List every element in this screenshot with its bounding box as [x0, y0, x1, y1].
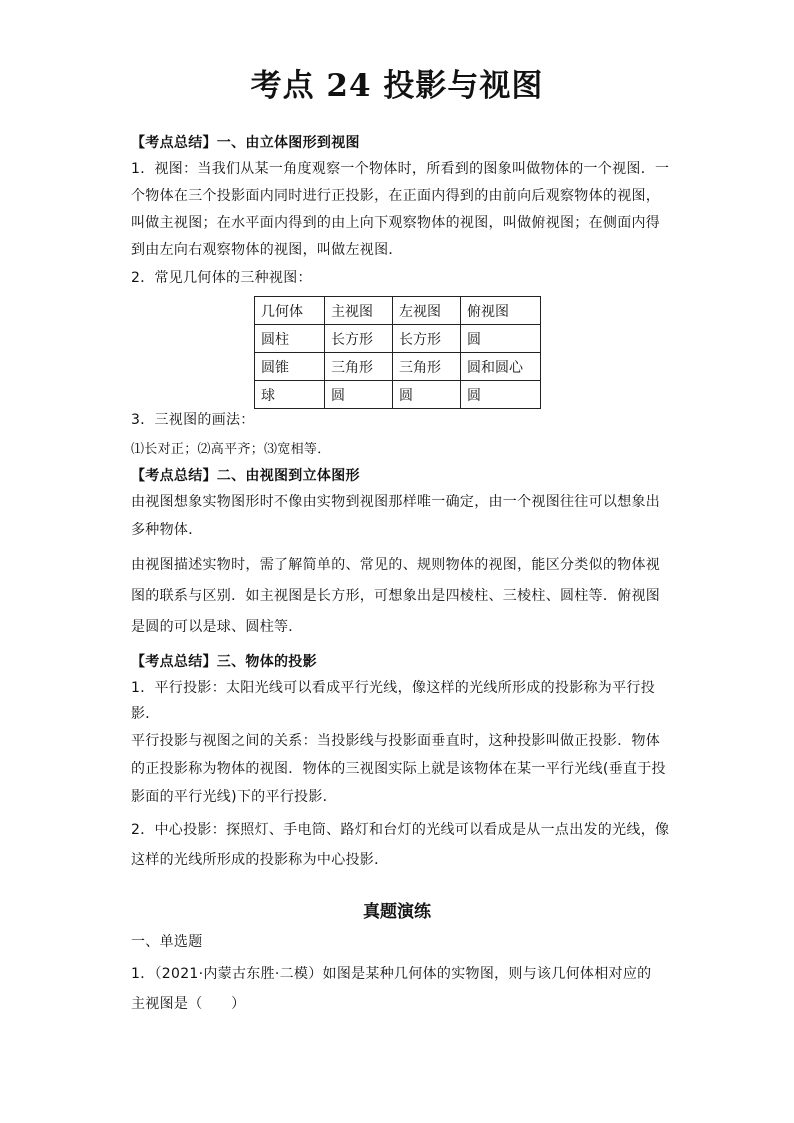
table-cell: 圆	[461, 325, 541, 353]
section3-p2-line: 平行投影与视图之间的关系：当投影线与投影面垂直时，这种投影叫做正投影．物体	[131, 733, 661, 749]
section3-p2-line: 的正投影称为物体的视图．物体的三视图实际上就是该物体在某一平行光线(垂直于投	[131, 761, 666, 777]
section1-p3: 3．三视图的画法：	[131, 412, 255, 428]
table-cell: 圆柱	[255, 325, 325, 353]
table-header-cell: 几何体	[255, 297, 325, 325]
table-header-cell: 俯视图	[461, 297, 541, 325]
section2-p2-line: 由视图描述实物时，需了解简单的、常见的、规则物体的视图，能区分类似的物体视	[131, 557, 661, 573]
section1-p1-line: 1．视图：当我们从某一角度观察一个物体时，所看到的图象叫做物体的一个视图．一	[131, 161, 670, 177]
question-1-line: 主视图是（ ）	[131, 996, 246, 1012]
table-header-row	[255, 297, 541, 325]
page-title: 考点 24 投影与视图	[250, 68, 544, 104]
table-row	[255, 381, 541, 409]
table-cell: 圆	[325, 381, 393, 409]
table-cell: 长方形	[325, 325, 393, 353]
table-row	[255, 353, 541, 381]
section3-p3-line: 2．中心投影：探照灯、手电筒、路灯和台灯的光线可以看成是从一点出发的光线，像	[131, 822, 670, 838]
table-cell: 三角形	[325, 353, 393, 381]
section3-p1-line: 1．平行投影：太阳光线可以看成平行光线，像这样的光线所形成的投影称为平行投	[131, 680, 656, 696]
section1-p1-line: 叫做主视图；在水平面内得到的由上向下观察物体的视图，叫做俯视图；在侧面内得	[131, 215, 661, 231]
section1-p2: 2．常见几何体的三种视图：	[131, 270, 312, 286]
table-cell: 圆	[461, 381, 541, 409]
section3-p1-line: 影．	[131, 706, 160, 722]
section1-p4: ⑴长对正；⑵高平齐；⑶宽相等．	[131, 442, 331, 457]
section2-heading: 【考点总结】二、由视图到立体图形	[131, 468, 360, 484]
section2-p2-line: 图的联系与区别．如主视图是长方形，可想象出是四棱柱、三棱柱、圆柱等．俯视图	[131, 588, 661, 604]
section2-p1-line: 多种物体．	[131, 522, 203, 538]
table-cell: 圆	[393, 381, 461, 409]
question-1-line: 1．（2021·内蒙古东胜·二模）如图是某种几何体的实物图，则与该几何体相对应的	[131, 966, 652, 982]
section2-p2-line: 是圆的可以是球、圆柱等．	[131, 619, 303, 635]
table-cell: 三角形	[393, 353, 461, 381]
section1-p1-line: 到由左向右观察物体的视图，叫做左视图．	[131, 242, 403, 258]
section1-heading: 【考点总结】一、由立体图形到视图	[131, 135, 360, 151]
practice-heading: 真题演练	[363, 902, 431, 922]
table-cell: 圆和圆心	[461, 353, 541, 381]
table-cell: 长方形	[393, 325, 461, 353]
practice-subheading: 一、单选题	[131, 934, 203, 950]
table-header-cell: 左视图	[393, 297, 461, 325]
section3-heading: 【考点总结】三、物体的投影	[131, 654, 317, 670]
section3-p3-line: 这样的光线所形成的投影称为中心投影．	[131, 852, 389, 868]
section3-p2-line: 影面的平行光线)下的平行投影．	[131, 789, 337, 805]
table-cell: 圆锥	[255, 353, 325, 381]
section1-p1-line: 个物体在三个投影面内同时进行正投影，在正面内得到的由前向后观察物体的视图，	[131, 188, 661, 204]
table-cell: 球	[255, 381, 325, 409]
table-header-cell: 主视图	[325, 297, 393, 325]
table-row	[255, 325, 541, 353]
section2-p1-line: 由视图想象实物图形时不像由实物到视图那样唯一确定，由一个视图往往可以想象出	[131, 494, 661, 510]
three-views-table	[254, 296, 541, 409]
